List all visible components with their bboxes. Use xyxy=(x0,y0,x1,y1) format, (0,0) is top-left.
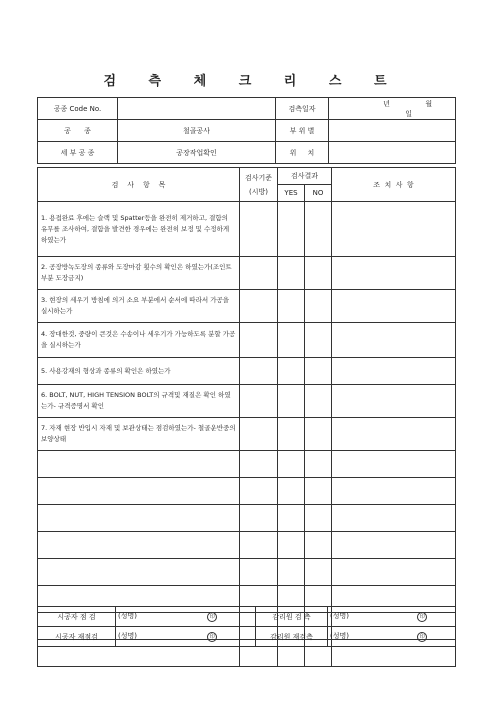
date-year: 년 xyxy=(383,99,390,108)
yes-cell[interactable] xyxy=(278,385,305,418)
criteria-cell[interactable] xyxy=(240,290,278,323)
row1-left-label: 시공자 점 검 xyxy=(38,607,116,627)
check-item-text: 7. 자재 현장 반입시 자재 및 보관상태는 점검하였는가- 철골운반중의 보양상태 xyxy=(38,418,240,451)
yes-cell[interactable] xyxy=(278,478,305,505)
check-item-text: 6. BOLT, NUT, HIGH TENSION BOLT의 규격및 재질은 확인 하였는가- 규격증명서 확인 xyxy=(38,385,240,418)
no-cell[interactable] xyxy=(305,451,332,478)
row2-right-sign[interactable] xyxy=(328,627,456,647)
criteria-cell[interactable] xyxy=(240,323,278,358)
criteria-cell[interactable] xyxy=(240,418,278,451)
date-day: 일 xyxy=(405,109,412,118)
no-cell[interactable] xyxy=(305,478,332,505)
check-item-text: 1. 용접완료 후에는 슬랙 및 Spatter등을 완전히 제거하고, 결함의 유무를 조사하여, 결함을 발견한 경우에는 완전히 보정 및 수정하게 하였는가 xyxy=(38,202,240,257)
criteria-cell[interactable] xyxy=(240,505,278,532)
check-item-text xyxy=(38,559,240,586)
table-row xyxy=(38,532,456,559)
check-item-text: 2. 공장방녹도장의 종류와 도장마감 횟수의 확인은 하였는가(조인트 부분 도장금지) xyxy=(38,257,240,290)
check-item-text: 4. 장대한것, 중량이 큰것은 수송이나 세우기가 가능하도록 분할 가공을 실시하는가 xyxy=(38,323,240,358)
action-cell[interactable] xyxy=(332,290,456,323)
criteria-cell[interactable] xyxy=(240,532,278,559)
no-cell[interactable] xyxy=(305,290,332,323)
part-value[interactable] xyxy=(329,120,456,142)
seal-icon: 印 xyxy=(207,632,217,642)
col-criteria-header xyxy=(240,168,278,202)
date-value[interactable] xyxy=(329,98,456,120)
no-cell[interactable] xyxy=(305,257,332,290)
yes-cell[interactable] xyxy=(278,358,305,385)
no-cell[interactable] xyxy=(305,532,332,559)
yes-cell[interactable] xyxy=(278,257,305,290)
check-item-text xyxy=(38,451,240,478)
seal-icon: 印 xyxy=(417,632,427,642)
header-table xyxy=(37,97,456,164)
check-item-text xyxy=(38,478,240,505)
detail-value: 공장작업확인 xyxy=(118,142,276,164)
col-criteria-line2: (시방) xyxy=(249,187,268,196)
row2-right-label: 감리원 재검측 xyxy=(256,627,328,647)
col-result-header: 검사결과 xyxy=(278,168,332,185)
table-row xyxy=(38,358,456,385)
action-cell[interactable] xyxy=(332,358,456,385)
date-label: 검측일자 xyxy=(276,98,329,120)
table-row xyxy=(38,290,456,323)
sign-name-label: (성명) xyxy=(330,612,349,620)
check-item-text: 5. 사용강재의 형상과 종류의 확인은 하였는가 xyxy=(38,358,240,385)
table-row xyxy=(38,385,456,418)
row1-right-label: 감리원 검 측 xyxy=(256,607,328,627)
part-label: 부 위 별 xyxy=(276,120,329,142)
no-cell[interactable] xyxy=(305,505,332,532)
table-row xyxy=(38,202,456,257)
signature-table xyxy=(37,606,456,647)
col-item-header: 검 사 항 목 xyxy=(38,168,240,202)
check-item-text xyxy=(38,532,240,559)
col-no-header: NO xyxy=(305,185,332,202)
no-cell[interactable] xyxy=(305,385,332,418)
action-cell[interactable] xyxy=(332,257,456,290)
check-item-text xyxy=(38,505,240,532)
yes-cell[interactable] xyxy=(278,418,305,451)
table-row xyxy=(38,478,456,505)
criteria-cell[interactable] xyxy=(240,257,278,290)
yes-cell[interactable] xyxy=(278,323,305,358)
action-cell[interactable] xyxy=(332,559,456,586)
yes-cell[interactable] xyxy=(278,202,305,257)
criteria-cell[interactable] xyxy=(240,202,278,257)
action-cell[interactable] xyxy=(332,451,456,478)
action-cell[interactable] xyxy=(332,323,456,358)
no-cell[interactable] xyxy=(305,323,332,358)
seal-icon: 印 xyxy=(207,612,217,622)
detail-label: 세 부 공 종 xyxy=(38,142,118,164)
sign-name-label: (성명) xyxy=(118,632,137,640)
yes-cell[interactable] xyxy=(278,451,305,478)
action-cell[interactable] xyxy=(332,478,456,505)
no-cell[interactable] xyxy=(305,202,332,257)
action-cell[interactable] xyxy=(332,418,456,451)
table-row xyxy=(38,418,456,451)
code-value[interactable] xyxy=(118,98,276,120)
sign-name-label: (성명) xyxy=(330,632,349,640)
criteria-cell[interactable] xyxy=(240,451,278,478)
no-cell[interactable] xyxy=(305,418,332,451)
location-value[interactable] xyxy=(329,142,456,164)
table-row xyxy=(38,505,456,532)
criteria-cell[interactable] xyxy=(240,385,278,418)
row2-left-sign[interactable] xyxy=(116,627,256,647)
criteria-cell[interactable] xyxy=(240,478,278,505)
col-yes-header: YES xyxy=(278,185,305,202)
location-label: 위 치 xyxy=(276,142,329,164)
table-row xyxy=(38,559,456,586)
no-cell[interactable] xyxy=(305,358,332,385)
seal-icon: 印 xyxy=(417,612,427,622)
check-item-text: 3. 현장의 세우기 방침에 의거 소요 부분에서 순서에 따라서 가공을 실시하는가 xyxy=(38,290,240,323)
code-label: 공종 Code No. xyxy=(38,98,118,120)
action-cell[interactable] xyxy=(332,385,456,418)
table-row xyxy=(38,257,456,290)
action-cell[interactable] xyxy=(332,202,456,257)
col-action-header: 조 치 사 항 xyxy=(332,168,456,202)
checklist-table xyxy=(37,167,456,667)
action-cell[interactable] xyxy=(332,532,456,559)
yes-cell[interactable] xyxy=(278,559,305,586)
work-type-value: 철골공사 xyxy=(118,120,276,142)
date-month: 월 xyxy=(425,99,433,108)
criteria-cell[interactable] xyxy=(240,559,278,586)
row1-left-sign[interactable] xyxy=(116,607,256,627)
table-row xyxy=(38,323,456,358)
work-type-label: 공 종 xyxy=(38,120,118,142)
document-title: 검 측 체 크 리 스 트 xyxy=(103,74,401,89)
col-criteria-line1: 검사기준 xyxy=(244,173,273,182)
yes-cell[interactable] xyxy=(278,290,305,323)
table-row xyxy=(38,451,456,478)
yes-cell[interactable] xyxy=(278,532,305,559)
sign-name-label: (성명) xyxy=(118,612,137,620)
yes-cell[interactable] xyxy=(278,505,305,532)
action-cell[interactable] xyxy=(332,505,456,532)
row2-left-label: 시공자 재점검 xyxy=(38,627,116,647)
criteria-cell[interactable] xyxy=(240,358,278,385)
no-cell[interactable] xyxy=(305,559,332,586)
row1-right-sign[interactable] xyxy=(328,607,456,627)
